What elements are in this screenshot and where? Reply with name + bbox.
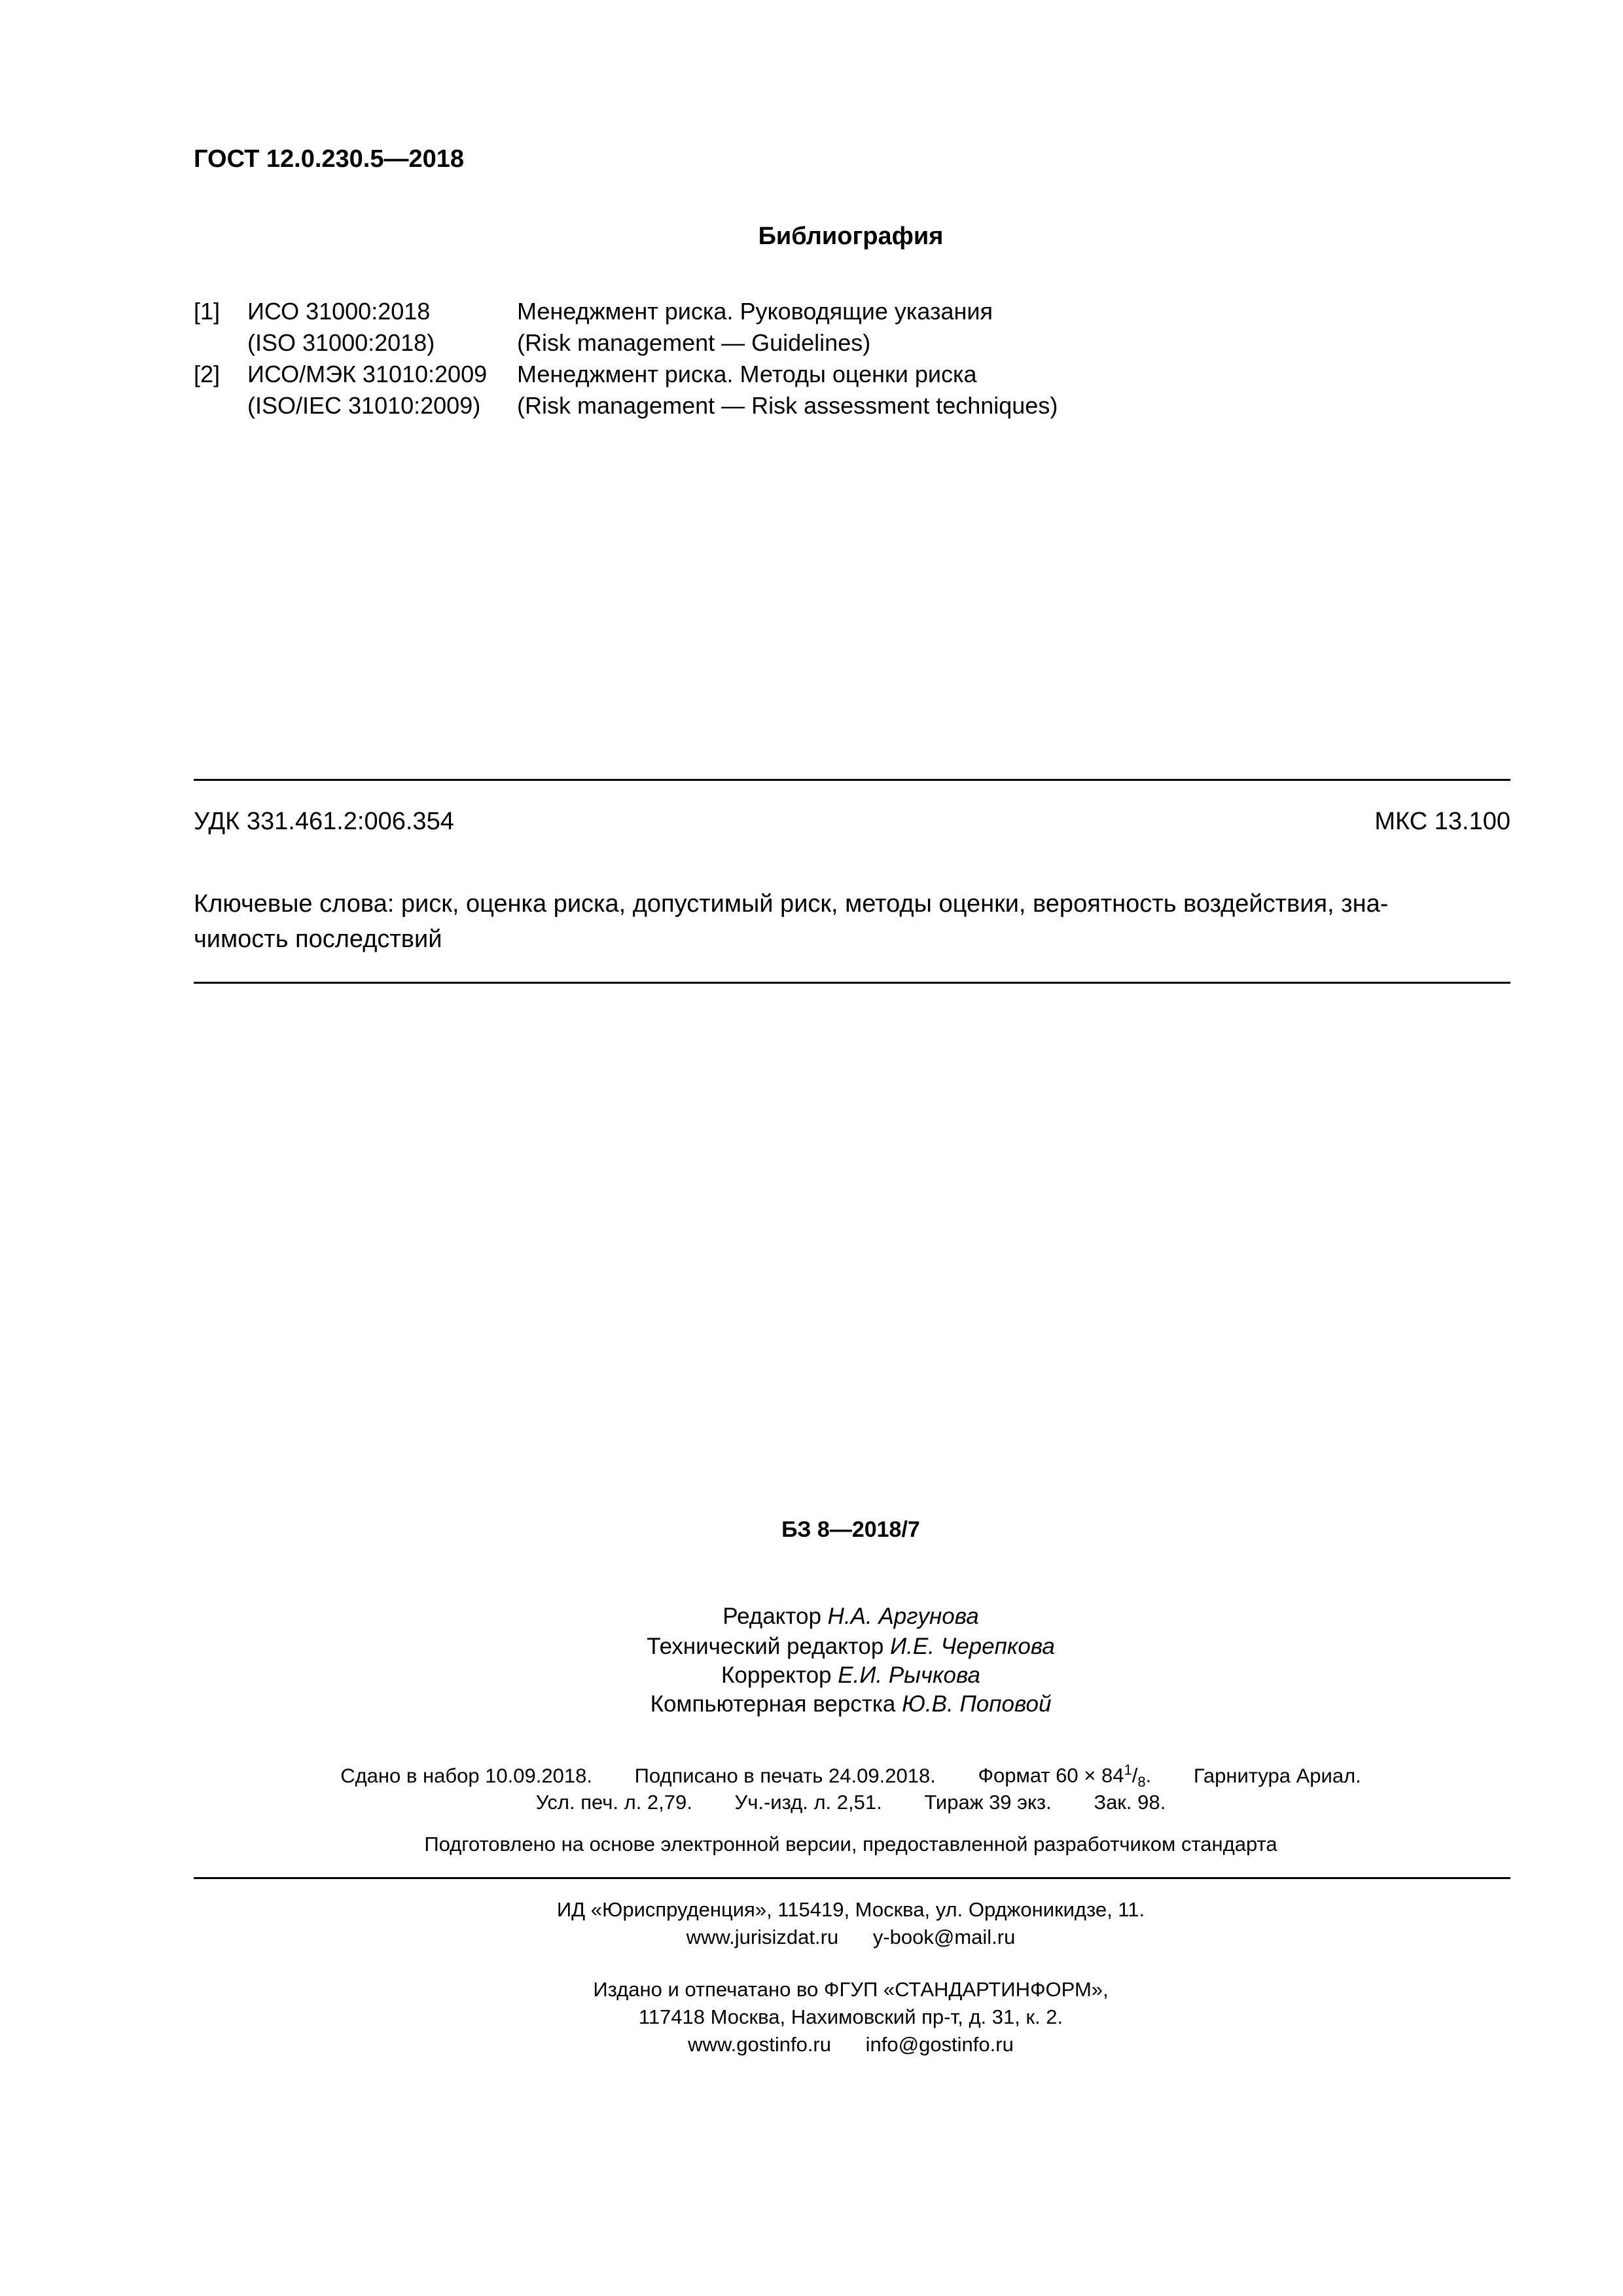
credit-name: Н.А. Аргунова <box>827 1604 979 1629</box>
credit-role: Компьютерная верстка <box>650 1691 896 1717</box>
publisher-contacts <box>0 1926 1623 1949</box>
publisher-site-link[interactable]: www.jurisizdat.ru <box>686 1926 839 1948</box>
bib-entry-code: ИСО 31000:2018 <box>247 298 431 325</box>
credit-name: И.Е. Черепкова <box>890 1634 1055 1659</box>
print-zak: Зак. 98. <box>1094 1791 1166 1814</box>
keywords-line-2: чимость последствий <box>194 925 442 953</box>
page-header-standard: ГОСТ 12.0.230.5—2018 <box>194 145 465 173</box>
print-signed-date: Подписано в печать 24.09.2018. <box>634 1764 936 1787</box>
keywords-line-1: Ключевые слова: риск, оценка риска, допустимый риск, методы оценки, вероятность воздействия, зна- <box>194 890 1389 918</box>
bib-entry-title-alt: (Risk management — Guidelines) <box>517 329 871 356</box>
print-uch: Уч.-изд. л. 2,51. <box>734 1791 882 1814</box>
udk-code: УДК 331.461.2:006.354 <box>194 808 454 835</box>
print-font: Гарнитура Ариал. <box>1193 1764 1361 1787</box>
bib-entry-number: [2] <box>194 361 221 387</box>
printer-contacts <box>0 2033 1623 2056</box>
credit-proofreader <box>0 1662 1623 1689</box>
print-usl: Усл. печ. л. 2,79. <box>535 1791 692 1814</box>
credit-name: Ю.В. Поповой <box>902 1691 1052 1717</box>
print-sent-date: Сдано в набор 10.09.2018. <box>340 1764 592 1787</box>
printer-name: Издано и отпечатано во ФГУП «СТАНДАРТИНФОРМ», <box>593 1978 1109 2001</box>
print-info-line-2 <box>0 1791 1623 1814</box>
print-info-line-1 <box>0 1762 1623 1791</box>
credit-role: Редактор <box>722 1604 821 1629</box>
printer-site-link[interactable]: www.gostinfo.ru <box>688 2033 831 2056</box>
divider-keywords <box>194 982 1510 984</box>
printer-address: 117418 Москва, Нахимовский пр-т, д. 31, к. 2. <box>638 2005 1063 2028</box>
credit-role: Технический редактор <box>647 1634 884 1659</box>
bz-number: БЗ 8—2018/7 <box>781 1517 920 1542</box>
prepared-note: Подготовлено на основе электронной версии, предоставленной разработчиком стандарта <box>424 1833 1277 1856</box>
bib-entry-code-alt: (ISO 31000:2018) <box>247 329 435 356</box>
mks-code: МКС 13.100 <box>1374 808 1510 835</box>
credit-editor <box>0 1604 1623 1630</box>
bib-entry-title-alt: (Risk management — Risk assessment techniques) <box>517 392 1058 419</box>
credit-role: Корректор <box>721 1662 832 1688</box>
print-tirazh: Тираж 39 экз. <box>924 1791 1052 1814</box>
printer-email-link[interactable]: info@gostinfo.ru <box>865 2033 1014 2056</box>
bibliography-title: Библиография <box>758 223 944 250</box>
publisher-email-link[interactable]: y-book@mail.ru <box>872 1926 1016 1948</box>
divider-top <box>194 779 1510 781</box>
credit-name: Е.И. Рычкова <box>838 1662 980 1688</box>
bib-entry-code-alt: (ISO/IEC 31010:2009) <box>247 392 481 419</box>
bib-entry-title: Менеджмент риска. Методы оценки риска <box>517 361 977 387</box>
print-format: Формат $60 \times 84^1/_8$. <box>978 1762 1152 1791</box>
bib-entry-number: [1] <box>194 298 221 325</box>
publisher-address: ИД «Юриспруденция», 115419, Москва, ул. Орджоникидзе, 11. <box>556 1898 1145 1921</box>
bib-entry-title: Менеджмент риска. Руководящие указания <box>517 298 993 325</box>
credit-tech-editor <box>0 1634 1623 1660</box>
credit-layout <box>0 1691 1623 1717</box>
divider-bottom <box>194 1877 1510 1879</box>
bib-entry-code: ИСО/МЭК 31010:2009 <box>247 361 488 387</box>
